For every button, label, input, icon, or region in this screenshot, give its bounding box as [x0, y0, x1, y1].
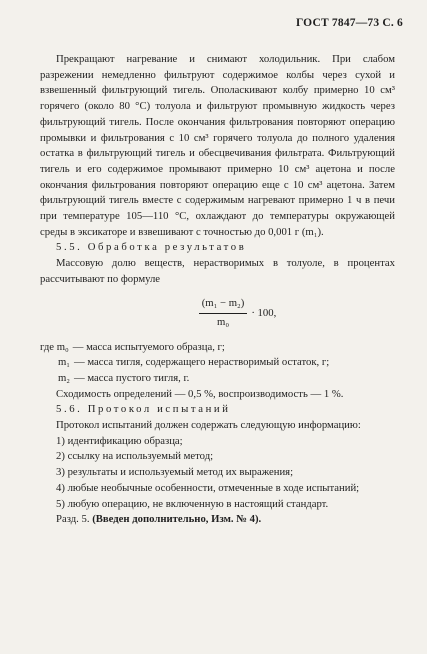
protocol-intro: Протокол испытаний должен содержать следующую информацию: [56, 419, 361, 432]
formula-denominator: m₀ [217, 316, 230, 329]
definition-symbol: m₂ [57, 371, 70, 384]
variable-definitions [40, 340, 395, 387]
list-item: 1) идентификацию образца; [56, 434, 183, 447]
definition-text: — масса тигля, содержащего нерастворимый остаток, г; [74, 356, 330, 369]
definition-row [40, 371, 395, 387]
definition-text: — масса пустого тигля, г. [74, 371, 190, 384]
formula-numerator: (m₁ − m₂) [199, 296, 248, 314]
definition-symbol: где m₀ [40, 340, 69, 353]
list-item: 3) результаты и используемый метод их выражения; [56, 466, 294, 479]
definition-text: — масса испытуемого образца, г; [72, 340, 225, 353]
formula-fraction [199, 296, 248, 330]
definition-row [40, 340, 395, 356]
definition-row [40, 355, 395, 371]
definition-symbol: m₁ [57, 356, 70, 369]
page-header: ГОСТ 7847—73 С. 6 [295, 17, 403, 29]
amendment-text: (Введен дополнительно, Изм. № 4). [92, 513, 262, 526]
precision-statement: Сходимость определений — 0,5 %, воспроизводимость — 1 %. [56, 387, 344, 400]
list-item: 5) любую операцию, не включенную в настоящий стандарт. [56, 497, 329, 510]
list-item: 2) ссылку на используемый метод; [56, 450, 214, 463]
amendment-note [40, 512, 395, 528]
formula [80, 292, 395, 336]
amendment-prefix: Разд. 5. [56, 513, 90, 526]
document-body [40, 52, 395, 528]
formula-intro: Массовую долю веществ, нерастворимых в толуоле, в процентах рассчитывают по формуле [40, 257, 395, 285]
protocol-list [40, 434, 395, 513]
list-item: 4) любые необычные особенности, отмеченные в ходе испытаний; [56, 481, 360, 494]
formula-multiplier: · 100, [251, 306, 277, 319]
section-5-6-heading: 5.6. Протокол испытаний [56, 403, 231, 416]
paragraph-procedure: Прекращают нагревание и снимают холодильник. При слабом разрежении немедленно фильтруют содержимое колбы через сухой и взвешенный фильтрующий тигель. Ополаскивают колбу примерно 10 см³ горячего (около 80 °С) толуола и фильтруют промывную жидкость через фильтрующий тигель. После окончания фильтрования повторяют операцию промывки и фильтрования с 10 см³ горячего толуола до полного удаления остатка в фильтрующий тигель и обесцвечивания фильтрата. Фильтрующий тигель и его содержимое промывают примерно 10 см³ ацетона и после окончания фильтрования повторяют операцию еще с 10 см³ ацетона. Затем фильтрующий тигель вместе с содержимым нагревают примерно 1 ч в печи при температуре 105—110 °С, охлаждают до температуры окружающей среды в эксикаторе и взвешивают с точностью до 0,001 г (m₁). [40, 53, 395, 238]
section-5-5-heading: 5.5. Обработка результатов [56, 241, 247, 254]
